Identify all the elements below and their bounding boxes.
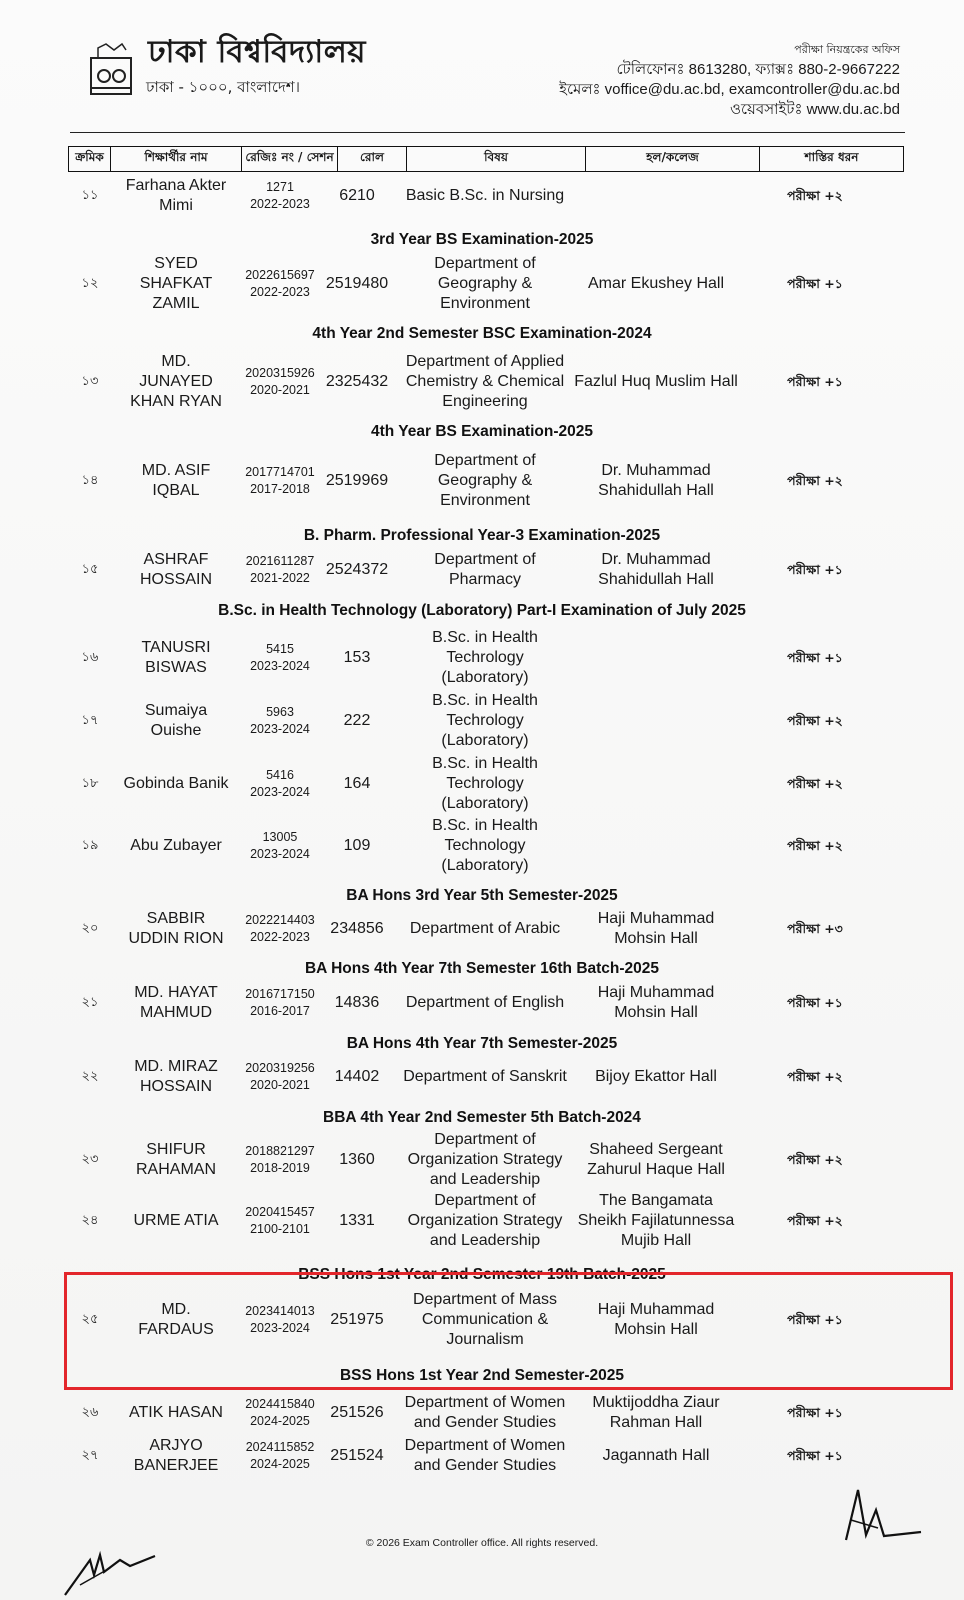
signature-right-icon [836, 1480, 926, 1550]
punishment: পরীক্ষা +২ [787, 776, 843, 791]
reg-session: 2021611287 2021-2022 [245, 554, 315, 585]
subject: Department of Organization Strategy and Leadership [407, 1192, 563, 1249]
reg-session: 5415 2023-2024 [250, 642, 310, 673]
highlight-box [64, 1272, 953, 1390]
roll-number: 2519480 [325, 275, 389, 292]
roll-number: 109 [343, 837, 371, 854]
reg-session: 5416 2023-2024 [250, 768, 310, 799]
subject: B.Sc. in Health Techrology (Laboratory) [432, 692, 538, 749]
punishment: পরীক্ষা +২ [787, 473, 843, 488]
subject: Department of Arabic [409, 920, 561, 937]
subject: Department of Geography & Environment [434, 255, 536, 312]
roll-number: 2519969 [325, 472, 389, 489]
roll-number: 2325432 [325, 373, 389, 390]
hall-name: Dr. Muhammad Shahidullah Hall [598, 462, 714, 499]
punishment: পরীক্ষা +১ [787, 1405, 843, 1420]
hall-name: Haji Muhammad Mohsin Hall [597, 910, 715, 947]
punishment: পরীক্ষা +১ [787, 995, 843, 1010]
exam-section-heading: 4th Year BS Examination-2025 [371, 423, 593, 440]
student-name: SYED SHAFKAT ZAMIL [139, 255, 213, 312]
student-name: MD. FARDAUS [138, 1301, 214, 1338]
serial-number: ২৩ [81, 1152, 99, 1167]
student-name: MD. MIRAZ HOSSAIN [134, 1058, 218, 1095]
punishment: পরীক্ষা +২ [787, 1152, 843, 1167]
col-hall: হল/কলেজ [586, 147, 760, 171]
serial-number: ১৫ [81, 562, 99, 577]
serial-number: ১১ [81, 188, 99, 203]
subject: Department of Sanskrit [403, 1068, 567, 1085]
subject: Department of Organization Strategy and Leadership [407, 1131, 563, 1188]
subject: Department of Geography & Environment [434, 452, 536, 509]
serial-number: ২০ [81, 921, 99, 936]
punishment: পরীক্ষা +২ [787, 713, 843, 728]
student-name: Abu Zubayer [130, 837, 222, 854]
roll-number: 164 [343, 775, 371, 792]
university-name: ঢাকা বিশ্ববিদ্যালয় [148, 34, 367, 70]
footer-copyright: © 2026 Exam Controller office. All rights reserved. [365, 1537, 599, 1549]
col-roll: রোল [338, 147, 407, 171]
serial-number: ১৮ [81, 776, 99, 791]
hall-name: The Bangamata Sheikh Fajilatunnessa Mujib Hall [577, 1192, 735, 1249]
phone-fax: টেলিফোনঃ 8613280, ফ্যাক্সঃ 880-2-9667222 [616, 61, 900, 78]
roll-number: 251526 [330, 1404, 384, 1421]
subject: Department of Mass Communication & Journalism [412, 1291, 558, 1348]
subject: B.Sc. in Health Techrology (Laboratory) [432, 629, 538, 686]
reg-session: 2024115852 2024-2025 [245, 1440, 315, 1471]
signature-left-icon [60, 1530, 160, 1600]
roll-number: 251975 [330, 1311, 384, 1328]
punishment: পরীক্ষা +১ [787, 276, 843, 291]
subject: Department of English [405, 994, 565, 1011]
hall-name: Amar Ekushey Hall [587, 275, 725, 292]
subject: Department of Women and Gender Studies [404, 1394, 566, 1431]
reg-session: 2020315926 2020-2021 [245, 366, 315, 397]
punishment: পরীক্ষা +৩ [787, 921, 843, 936]
email-line: ইমেলঃ voffice@du.ac.bd, examcontroller@du.ac.bd [559, 81, 900, 98]
student-name: ASHRAF HOSSAIN [139, 551, 212, 588]
roll-number: 222 [343, 712, 371, 729]
office-name: পরীক্ষা নিয়ন্ত্রকের অফিস [794, 43, 900, 56]
subject: B.Sc. in Health Technology (Laboratory) [432, 817, 538, 874]
student-name: URME ATIA [133, 1212, 219, 1229]
student-name: SABBIR UDDIN RION [128, 910, 224, 947]
punishment: পরীক্ষা +২ [787, 188, 843, 203]
roll-number: 1331 [339, 1212, 375, 1229]
reg-session: 2023414013 2023-2024 [245, 1304, 315, 1335]
col-name: শিক্ষার্থীর নাম [111, 147, 242, 171]
reg-session: 5963 2023-2024 [250, 705, 310, 736]
reg-session: 2024415840 2024-2025 [245, 1397, 315, 1428]
hall-name: Jagannath Hall [602, 1447, 710, 1464]
serial-number: ১৪ [81, 473, 99, 488]
serial-number: ১২ [81, 276, 99, 291]
serial-number: ২২ [81, 1069, 99, 1084]
serial-number: ১৯ [81, 838, 99, 853]
serial-number: ২১ [81, 995, 99, 1010]
exam-section-heading: 4th Year 2nd Semester BSC Examination-2024 [312, 325, 652, 342]
col-punishment: শাস্তির ধরন [804, 150, 859, 164]
reg-session: 2020415457 2100-2101 [245, 1205, 315, 1236]
student-name: MD. JUNAYED KHAN RYAN [130, 353, 222, 410]
col-reg: রেজিঃ নং / সেশন [242, 147, 338, 171]
serial-number: ২৬ [81, 1405, 99, 1420]
student-name: ARJYO BANERJEE [133, 1437, 219, 1474]
serial-number: ২৪ [81, 1213, 99, 1228]
roll-number: 1360 [339, 1151, 375, 1168]
exam-section-heading: BBA 4th Year 2nd Semester 5th Batch-2024 [323, 1109, 641, 1126]
exam-section-heading: BSS Hons 1st Year 2nd Semester 19th Batch-2025 [298, 1266, 666, 1283]
subject: Basic B.Sc. in Nursing [405, 187, 565, 204]
exam-section-heading: 3rd Year BS Examination-2025 [370, 231, 594, 248]
student-name: ATIK HASAN [129, 1404, 223, 1421]
roll-number: 251524 [330, 1447, 384, 1464]
punishment: পরীক্ষা +১ [787, 374, 843, 389]
university-address: ঢাকা - ১০০০, বাংলাদেশ। [146, 78, 300, 96]
subject: Department of Women and Gender Studies [404, 1437, 566, 1474]
hall-name: Haji Muhammad Mohsin Hall [597, 1301, 715, 1338]
roll-number: 6210 [339, 187, 375, 204]
hall-name: Haji Muhammad Mohsin Hall [597, 984, 715, 1021]
hall-name: Bijoy Ekattor Hall [595, 1068, 717, 1085]
roll-number: 2524372 [325, 561, 389, 578]
reg-session: 13005 2023-2024 [250, 830, 310, 861]
exam-section-heading: B. Pharm. Professional Year-3 Examination-2025 [303, 527, 661, 544]
reg-session: 1271 2022-2023 [250, 180, 310, 211]
exam-section-heading: BA Hons 4th Year 7th Semester-2025 [346, 1035, 618, 1052]
student-name: SHIFUR RAHAMAN [135, 1141, 216, 1178]
exam-section-heading: BA Hons 4th Year 7th Semester 16th Batch-2025 [304, 960, 660, 977]
reg-session: 2018821297 2018-2019 [245, 1144, 315, 1175]
hall-name: Shaheed Sergeant Zahurul Haque Hall [587, 1141, 725, 1178]
punishment: পরীক্ষা +২ [787, 838, 843, 853]
exam-section-heading: BA Hons 3rd Year 5th Semester-2025 [346, 887, 618, 904]
punishment: পরীক্ষা +২ [787, 1213, 843, 1228]
exam-section-heading: B.Sc. in Health Technology (Laboratory) Part-I Examination of July 2025 [218, 602, 746, 619]
exam-section-heading: BSS Hons 1st Year 2nd Semester-2025 [339, 1367, 625, 1384]
roll-number: 14836 [334, 994, 380, 1011]
punishment: পরীক্ষা +১ [787, 650, 843, 665]
website-line: ওয়েবসাইটঃ www.du.ac.bd [729, 101, 900, 118]
hall-name: Muktijoddha Ziaur Rahman Hall [592, 1394, 720, 1431]
subject: B.Sc. in Health Techrology (Laboratory) [432, 755, 538, 812]
punishment: পরীক্ষা +২ [787, 1069, 843, 1084]
col-subject: বিষয় [407, 147, 586, 171]
reg-session: 2017714701 2017-2018 [245, 465, 315, 496]
punishment: পরীক্ষা +১ [787, 1312, 843, 1327]
student-name: Farhana Akter Mimi [125, 177, 227, 214]
reg-session: 2022615697 2022-2023 [245, 268, 315, 299]
student-name: Sumaiya Ouishe [144, 702, 208, 739]
serial-number: ১৬ [81, 650, 99, 665]
punishment: পরীক্ষা +১ [787, 562, 843, 577]
student-name: Gobinda Banik [123, 775, 229, 792]
reg-session: 2020319256 2020-2021 [245, 1061, 315, 1092]
student-name: MD. ASIF IQBAL [141, 462, 211, 499]
hall-name: Dr. Muhammad Shahidullah Hall [598, 551, 714, 588]
serial-number: ২৫ [81, 1312, 99, 1327]
serial-number: ১৩ [81, 374, 99, 389]
serial-number: ২৭ [81, 1448, 99, 1463]
hall-name: Fazlul Huq Muslim Hall [574, 373, 738, 390]
subject: Department of Applied Chemistry & Chemical Engineering [405, 353, 565, 410]
student-name: TANUSRI BISWAS [141, 639, 211, 676]
reg-session: 2016717150 2016-2017 [245, 987, 315, 1018]
roll-number: 153 [343, 649, 371, 666]
roll-number: 14402 [334, 1068, 380, 1085]
subject: Department of Pharmacy [434, 551, 536, 588]
roll-number: 234856 [330, 920, 384, 937]
col-serial: ক্রমিক [69, 147, 111, 171]
punishment: পরীক্ষা +১ [787, 1448, 843, 1463]
student-name: MD. HAYAT MAHMUD [134, 984, 218, 1021]
serial-number: ১৭ [81, 713, 99, 728]
reg-session: 2022214403 2022-2023 [245, 913, 315, 944]
